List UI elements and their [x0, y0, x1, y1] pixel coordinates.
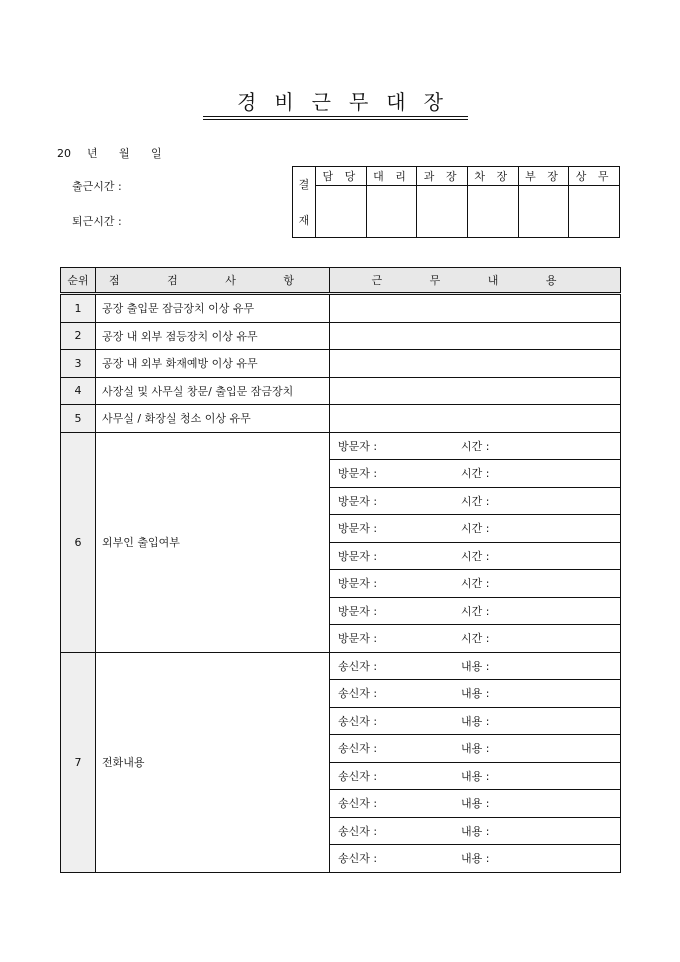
content-label: 내용 : — [461, 659, 490, 673]
caller-label: 송신자 : — [338, 659, 378, 673]
row-content-cell[interactable] — [330, 377, 621, 405]
time-label: 시간 : — [461, 549, 490, 563]
time-label: 시간 : — [461, 522, 490, 536]
content-label: 내용 : — [461, 797, 490, 811]
header-item: 점 검 사 항 — [96, 268, 330, 294]
time-label: 시간 : — [461, 439, 490, 453]
approval-sign-cell[interactable] — [316, 186, 367, 238]
approval-sign-cell[interactable] — [518, 186, 569, 238]
row-item: 외부인 출입여부 — [96, 432, 330, 652]
row-number: 7 — [61, 652, 96, 872]
visitor-row — [61, 432, 621, 460]
row-item: 공장 내 외부 화재예방 이상 유무 — [96, 350, 330, 378]
caller-label: 송신자 : — [338, 769, 378, 783]
visitor-entry[interactable] — [330, 570, 621, 598]
page-title: 경비근무대장 — [237, 90, 461, 114]
approval-col-deputy-general: 차 장 — [467, 167, 518, 186]
content-label: 내용 : — [461, 769, 490, 783]
header-no: 순위 — [61, 268, 96, 294]
row-content-cell[interactable] — [330, 405, 621, 433]
row-number: 1 — [61, 294, 96, 323]
visitor-label: 방문자 : — [338, 577, 378, 591]
time-label: 시간 : — [461, 467, 490, 481]
caller-label: 송신자 : — [338, 797, 378, 811]
call-entry[interactable] — [330, 762, 621, 790]
call-entry[interactable] — [330, 707, 621, 735]
date-month: 월 — [119, 147, 130, 160]
table-row — [61, 294, 621, 323]
row-number: 2 — [61, 322, 96, 350]
approval-col-manager: 과 장 — [417, 167, 468, 186]
call-entry[interactable] — [330, 790, 621, 818]
caller-label: 송신자 : — [338, 687, 378, 701]
visitor-entry[interactable] — [330, 487, 621, 515]
approval-col-director: 상 무 — [569, 167, 620, 186]
approval-side-label — [293, 167, 316, 238]
row-item: 전화내용 — [96, 652, 330, 872]
visitor-label: 방문자 : — [338, 439, 378, 453]
row-number: 6 — [61, 432, 96, 652]
approval-box — [292, 166, 620, 238]
header-content: 근 무 내 용 — [330, 268, 621, 294]
call-entry[interactable] — [330, 652, 621, 680]
clock-out-label: 퇴근시간 : — [72, 215, 122, 228]
call-entry[interactable] — [330, 680, 621, 708]
row-content-cell[interactable] — [330, 350, 621, 378]
visitor-entry[interactable] — [330, 460, 621, 488]
visitor-entry[interactable] — [330, 542, 621, 570]
time-label: 시간 : — [461, 604, 490, 618]
date-year: 년 — [87, 147, 98, 160]
approval-sign-cell[interactable] — [467, 186, 518, 238]
approval-col-general-manager: 부 장 — [518, 167, 569, 186]
content-label: 내용 : — [461, 687, 490, 701]
approval-side-bottom: 재 — [298, 214, 310, 227]
content-label: 내용 : — [461, 824, 490, 838]
title-underline — [203, 116, 468, 117]
visitor-entry[interactable] — [330, 515, 621, 543]
row-content-cell[interactable] — [330, 294, 621, 323]
time-label: 시간 : — [461, 494, 490, 508]
inspection-table — [60, 267, 621, 873]
content-label: 내용 : — [461, 714, 490, 728]
content-label: 내용 : — [461, 852, 490, 866]
call-entry[interactable] — [330, 817, 621, 845]
approval-col-assistant-manager: 대 리 — [366, 167, 417, 186]
visitor-entry[interactable] — [330, 597, 621, 625]
caller-label: 송신자 : — [338, 714, 378, 728]
visitor-label: 방문자 : — [338, 467, 378, 481]
table-row — [61, 322, 621, 350]
caller-label: 송신자 : — [338, 824, 378, 838]
visitor-entry[interactable] — [330, 625, 621, 653]
title-underline-2 — [203, 119, 468, 120]
time-label: 시간 : — [461, 577, 490, 591]
row-item: 공장 출입문 잠금장치 이상 유무 — [96, 294, 330, 323]
visitor-label: 방문자 : — [338, 632, 378, 646]
caller-label: 송신자 : — [338, 742, 378, 756]
table-header-row — [61, 268, 621, 294]
call-entry[interactable] — [330, 845, 621, 873]
date-line — [57, 145, 162, 161]
clock-in-label: 출근시간 : — [72, 180, 122, 193]
caller-label: 송신자 : — [338, 852, 378, 866]
table-row — [61, 405, 621, 433]
visitor-label: 방문자 : — [338, 604, 378, 618]
approval-col-staff: 담 당 — [316, 167, 367, 186]
content-label: 내용 : — [461, 742, 490, 756]
date-day: 일 — [151, 147, 162, 160]
visitor-label: 방문자 : — [338, 494, 378, 508]
row-item: 사무실 / 화장실 청소 이상 유무 — [96, 405, 330, 433]
approval-sign-cell[interactable] — [569, 186, 620, 238]
row-number: 4 — [61, 377, 96, 405]
table-row — [61, 377, 621, 405]
row-item: 사장실 및 사무실 창문/ 출입문 잠금장치 — [96, 377, 330, 405]
call-entry[interactable] — [330, 735, 621, 763]
visitor-entry[interactable] — [330, 432, 621, 460]
row-item: 공장 내 외부 점등장치 이상 유무 — [96, 322, 330, 350]
time-label: 시간 : — [461, 632, 490, 646]
row-number: 3 — [61, 350, 96, 378]
date-year-prefix: 20 — [57, 147, 71, 160]
row-content-cell[interactable] — [330, 322, 621, 350]
approval-sign-cell[interactable] — [366, 186, 417, 238]
approval-side-top: 결 — [298, 178, 310, 191]
row-number: 5 — [61, 405, 96, 433]
visitor-label: 방문자 : — [338, 549, 378, 563]
approval-sign-cell[interactable] — [417, 186, 468, 238]
visitor-label: 방문자 : — [338, 522, 378, 536]
call-row — [61, 652, 621, 680]
table-row — [61, 350, 621, 378]
